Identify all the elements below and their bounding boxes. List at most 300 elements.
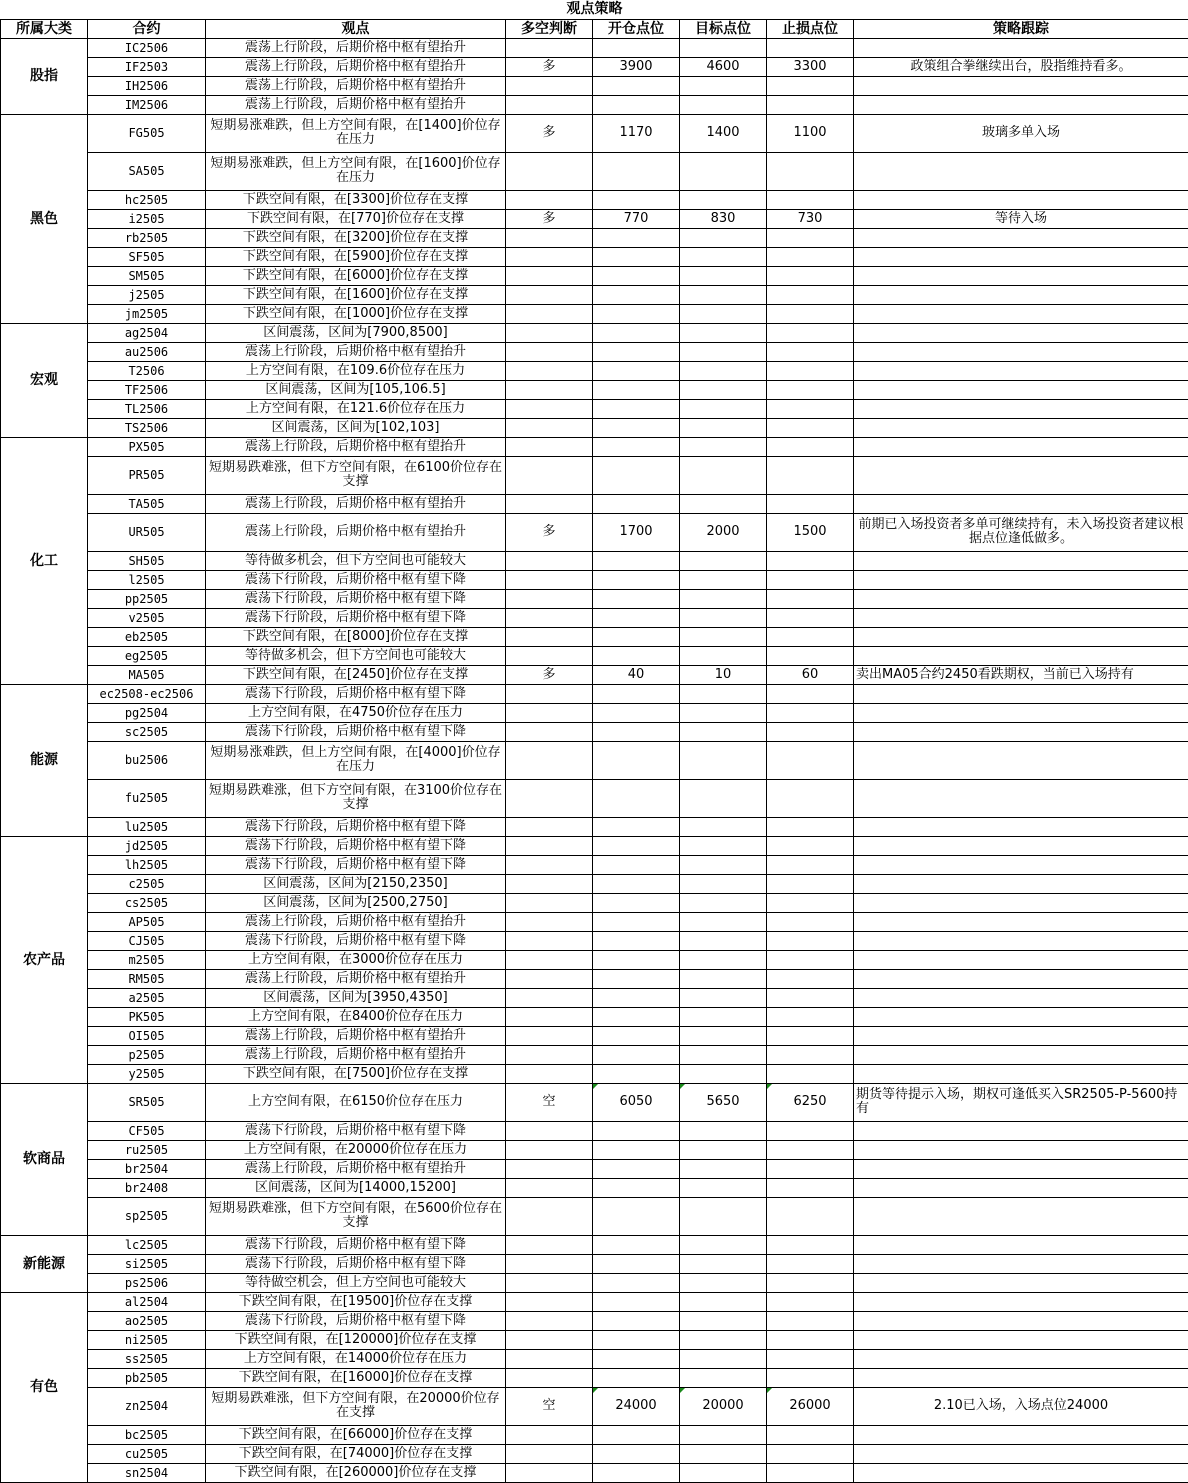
table-row (1, 95, 1188, 114)
category-cell: 股指 (1, 38, 88, 114)
stop-cell (767, 1463, 854, 1482)
stop-cell (767, 1444, 854, 1463)
entry-cell (593, 874, 680, 893)
stop-cell (767, 1178, 854, 1197)
direction-cell (506, 228, 593, 247)
entry-cell (593, 1292, 680, 1311)
table-row (1, 437, 1188, 456)
entry-cell (593, 684, 680, 703)
entry-cell: 3900 (593, 57, 680, 76)
entry-cell (593, 247, 680, 266)
table-row (1, 627, 1188, 646)
target-cell (680, 380, 767, 399)
strategy-cell (854, 1368, 1188, 1387)
target-cell (680, 247, 767, 266)
table-row (1, 589, 1188, 608)
view-cell: 震荡下行阶段，后期价格中枢有望下降 (206, 722, 506, 741)
stop-cell (767, 285, 854, 304)
entry-cell (593, 589, 680, 608)
table-row (1, 931, 1188, 950)
strategy-cell (854, 1273, 1188, 1292)
stop-cell (767, 1311, 854, 1330)
direction-cell (506, 627, 593, 646)
target-cell (680, 646, 767, 665)
direction-cell (506, 703, 593, 722)
direction-cell (506, 399, 593, 418)
view-cell: 区间震荡，区间为[102,103] (206, 418, 506, 437)
direction-cell (506, 437, 593, 456)
table-row (1, 570, 1188, 589)
strategy-cell (854, 1235, 1188, 1254)
entry-cell (593, 1159, 680, 1178)
entry-cell (593, 608, 680, 627)
view-cell: 区间震荡，区间为[2500,2750] (206, 893, 506, 912)
view-cell: 震荡上行阶段，后期价格中枢有望抬升 (206, 95, 506, 114)
stop-cell: 26000 (767, 1387, 854, 1425)
contract-cell: UR505 (88, 513, 206, 551)
contract-cell: TF2506 (88, 380, 206, 399)
direction-cell (506, 380, 593, 399)
target-cell: 5650 (680, 1083, 767, 1121)
view-cell: 等待做空机会，但上方空间也可能较大 (206, 1273, 506, 1292)
table-row (1, 1273, 1188, 1292)
direction-cell (506, 589, 593, 608)
target-cell (680, 874, 767, 893)
direction-cell (506, 646, 593, 665)
stop-cell (767, 323, 854, 342)
direction-cell (506, 418, 593, 437)
entry-cell (593, 228, 680, 247)
target-cell (680, 988, 767, 1007)
view-cell: 震荡上行阶段，后期价格中枢有望抬升 (206, 912, 506, 931)
direction-cell (506, 1368, 593, 1387)
target-cell (680, 76, 767, 95)
contract-cell: j2505 (88, 285, 206, 304)
strategy-cell (854, 684, 1188, 703)
table-row (1, 1311, 1188, 1330)
category-cell: 宏观 (1, 323, 88, 437)
stop-cell (767, 912, 854, 931)
stop-cell (767, 76, 854, 95)
view-cell: 下跌空间有限，在[6000]价位存在支撑 (206, 266, 506, 285)
title-row (1, 0, 1188, 19)
contract-cell: fu2505 (88, 779, 206, 817)
direction-cell (506, 1064, 593, 1083)
view-cell: 下跌空间有限，在[7500]价位存在支撑 (206, 1064, 506, 1083)
table-row (1, 494, 1188, 513)
target-cell (680, 95, 767, 114)
strategy-cell (854, 1311, 1188, 1330)
stop-cell (767, 570, 854, 589)
view-cell: 上方空间有限，在121.6价位存在压力 (206, 399, 506, 418)
strategy-cell (854, 1425, 1188, 1444)
target-cell (680, 950, 767, 969)
strategy-cell (854, 342, 1188, 361)
table-row (1, 285, 1188, 304)
entry-cell: 40 (593, 665, 680, 684)
strategy-cell (854, 1178, 1188, 1197)
target-cell: 10 (680, 665, 767, 684)
view-cell: 下跌空间有限，在[19500]价位存在支撑 (206, 1292, 506, 1311)
direction-cell (506, 1140, 593, 1159)
table-row (1, 38, 1188, 57)
direction-cell (506, 1007, 593, 1026)
table-row (1, 1387, 1188, 1425)
direction-cell (506, 570, 593, 589)
stop-cell: 3300 (767, 57, 854, 76)
contract-cell: ru2505 (88, 1140, 206, 1159)
strategy-cell: 政策组合拳继续出台，股指维持看多。 (854, 57, 1188, 76)
table-row (1, 1197, 1188, 1235)
direction-cell (506, 247, 593, 266)
entry-cell (593, 646, 680, 665)
strategy-cell (854, 1292, 1188, 1311)
strategy-cell (854, 779, 1188, 817)
direction-cell (506, 1292, 593, 1311)
view-cell: 震荡上行阶段，后期价格中枢有望抬升 (206, 76, 506, 95)
stop-cell (767, 741, 854, 779)
view-cell: 下跌空间有限，在[260000]价位存在支撑 (206, 1463, 506, 1482)
entry-cell (593, 741, 680, 779)
category-cell: 软商品 (1, 1083, 88, 1235)
target-cell: 20000 (680, 1387, 767, 1425)
table-row (1, 380, 1188, 399)
stop-cell (767, 836, 854, 855)
stop-cell (767, 855, 854, 874)
entry-cell (593, 152, 680, 190)
contract-cell: lc2505 (88, 1235, 206, 1254)
view-cell: 震荡上行阶段，后期价格中枢有望抬升 (206, 342, 506, 361)
stop-cell (767, 247, 854, 266)
table-row (1, 836, 1188, 855)
contract-cell: cs2505 (88, 893, 206, 912)
view-cell: 下跌空间有限，在[120000]价位存在支撑 (206, 1330, 506, 1349)
target-cell (680, 456, 767, 494)
view-cell: 震荡下行阶段，后期价格中枢有望下降 (206, 1311, 506, 1330)
table-row (1, 912, 1188, 931)
stop-cell (767, 1007, 854, 1026)
view-cell: 区间震荡，区间为[7900,8500] (206, 323, 506, 342)
view-cell: 上方空间有限，在20000价位存在压力 (206, 1140, 506, 1159)
strategy-cell (854, 551, 1188, 570)
target-cell (680, 1159, 767, 1178)
direction-cell (506, 874, 593, 893)
table-row (1, 1140, 1188, 1159)
contract-cell: MA505 (88, 665, 206, 684)
direction-cell (506, 1121, 593, 1140)
contract-cell: T2506 (88, 361, 206, 380)
table-row (1, 1178, 1188, 1197)
entry-cell (593, 551, 680, 570)
target-cell (680, 1349, 767, 1368)
target-cell (680, 1235, 767, 1254)
strategy-cell (854, 38, 1188, 57)
target-cell (680, 1254, 767, 1273)
stop-cell (767, 1026, 854, 1045)
entry-cell (593, 304, 680, 323)
stop-cell (767, 1330, 854, 1349)
target-cell (680, 190, 767, 209)
stop-cell: 6250 (767, 1083, 854, 1121)
view-cell: 下跌空间有限，在[74000]价位存在支撑 (206, 1444, 506, 1463)
view-cell: 等待做多机会，但下方空间也可能较大 (206, 551, 506, 570)
table-row (1, 361, 1188, 380)
strategy-cell (854, 1140, 1188, 1159)
target-cell: 4600 (680, 57, 767, 76)
direction-cell (506, 779, 593, 817)
direction-cell (506, 608, 593, 627)
stop-cell (767, 931, 854, 950)
header-direction: 多空判断 (506, 19, 593, 38)
table-row (1, 1026, 1188, 1045)
view-cell: 上方空间有限，在4750价位存在压力 (206, 703, 506, 722)
direction-cell (506, 1159, 593, 1178)
direction-cell (506, 817, 593, 836)
category-cell: 能源 (1, 684, 88, 836)
entry-cell (593, 1026, 680, 1045)
target-cell (680, 1140, 767, 1159)
strategy-cell (854, 152, 1188, 190)
entry-cell (593, 779, 680, 817)
direction-cell (506, 684, 593, 703)
stop-cell (767, 1273, 854, 1292)
view-cell: 区间震荡，区间为[3950,4350] (206, 988, 506, 1007)
strategy-cell (854, 1121, 1188, 1140)
stop-cell (767, 1197, 854, 1235)
table-row (1, 1330, 1188, 1349)
target-cell (680, 1026, 767, 1045)
target-cell (680, 323, 767, 342)
table-row (1, 684, 1188, 703)
strategy-cell (854, 703, 1188, 722)
strategy-cell (854, 323, 1188, 342)
view-cell: 短期易涨难跌，但上方空间有限，在[1600]价位存在压力 (206, 152, 506, 190)
view-cell: 震荡下行阶段，后期价格中枢有望下降 (206, 1121, 506, 1140)
contract-cell: sc2505 (88, 722, 206, 741)
contract-cell: PR505 (88, 456, 206, 494)
view-cell: 震荡下行阶段，后期价格中枢有望下降 (206, 1235, 506, 1254)
view-cell: 短期易涨难跌，但上方空间有限，在[4000]价位存在压力 (206, 741, 506, 779)
target-cell (680, 304, 767, 323)
table-row (1, 874, 1188, 893)
entry-cell (593, 1425, 680, 1444)
entry-cell (593, 893, 680, 912)
contract-cell: hc2505 (88, 190, 206, 209)
contract-cell: CJ505 (88, 931, 206, 950)
stop-cell (767, 152, 854, 190)
entry-cell (593, 703, 680, 722)
strategy-cell (854, 437, 1188, 456)
strategy-cell (854, 646, 1188, 665)
table-row (1, 950, 1188, 969)
contract-cell: IC2506 (88, 38, 206, 57)
strategy-cell (854, 988, 1188, 1007)
view-cell: 下跌空间有限，在[3200]价位存在支撑 (206, 228, 506, 247)
contract-cell: ao2505 (88, 1311, 206, 1330)
entry-cell (593, 1121, 680, 1140)
contract-cell: ps2506 (88, 1273, 206, 1292)
entry-cell (593, 1311, 680, 1330)
direction-cell (506, 1178, 593, 1197)
stop-cell (767, 304, 854, 323)
entry-cell: 6050 (593, 1083, 680, 1121)
target-cell (680, 589, 767, 608)
category-cell: 黑色 (1, 114, 88, 323)
target-cell (680, 627, 767, 646)
target-cell (680, 836, 767, 855)
table-row (1, 399, 1188, 418)
entry-cell (593, 437, 680, 456)
contract-cell: ag2504 (88, 323, 206, 342)
view-cell: 震荡上行阶段，后期价格中枢有望抬升 (206, 969, 506, 988)
target-cell (680, 931, 767, 950)
table-row (1, 513, 1188, 551)
view-cell: 下跌空间有限，在[8000]价位存在支撑 (206, 627, 506, 646)
stop-cell (767, 361, 854, 380)
direction-cell: 多 (506, 57, 593, 76)
strategy-cell (854, 1463, 1188, 1482)
stop-cell (767, 380, 854, 399)
direction-cell (506, 342, 593, 361)
strategy-cell (854, 608, 1188, 627)
view-cell: 震荡上行阶段，后期价格中枢有望抬升 (206, 1159, 506, 1178)
strategy-cell (854, 1026, 1188, 1045)
stop-cell (767, 1121, 854, 1140)
contract-cell: br2408 (88, 1178, 206, 1197)
contract-cell: ec2508-ec2506 (88, 684, 206, 703)
direction-cell (506, 1197, 593, 1235)
contract-cell: CF505 (88, 1121, 206, 1140)
table-row (1, 817, 1188, 836)
target-cell (680, 608, 767, 627)
view-cell: 震荡下行阶段，后期价格中枢有望下降 (206, 684, 506, 703)
direction-cell: 多 (506, 209, 593, 228)
strategy-cell (854, 399, 1188, 418)
strategy-cell (854, 836, 1188, 855)
table-row (1, 456, 1188, 494)
stop-cell (767, 1425, 854, 1444)
view-cell: 下跌空间有限，在[770]价位存在支撑 (206, 209, 506, 228)
table-row (1, 1425, 1188, 1444)
contract-cell: rb2505 (88, 228, 206, 247)
table-row (1, 1159, 1188, 1178)
table-row (1, 646, 1188, 665)
target-cell (680, 1463, 767, 1482)
strategy-cell (854, 1007, 1188, 1026)
table-row (1, 57, 1188, 76)
target-cell (680, 266, 767, 285)
strategy-cell: 玻璃多单入场 (854, 114, 1188, 152)
strategy-cell (854, 190, 1188, 209)
entry-cell (593, 1045, 680, 1064)
header-entry: 开仓点位 (593, 19, 680, 38)
table-row (1, 1064, 1188, 1083)
entry-cell (593, 494, 680, 513)
strategy-cell (854, 589, 1188, 608)
direction-cell (506, 836, 593, 855)
contract-cell: c2505 (88, 874, 206, 893)
target-cell (680, 1121, 767, 1140)
entry-cell (593, 817, 680, 836)
stop-cell (767, 646, 854, 665)
table-row (1, 551, 1188, 570)
category-cell: 农产品 (1, 836, 88, 1083)
entry-cell (593, 1330, 680, 1349)
strategy-cell: 前期已入场投资者多单可继续持有，未入场投资者建议根据点位逢低做多。 (854, 513, 1188, 551)
direction-cell (506, 1273, 593, 1292)
stop-cell (767, 551, 854, 570)
view-cell: 震荡上行阶段，后期价格中枢有望抬升 (206, 1045, 506, 1064)
entry-cell: 24000 (593, 1387, 680, 1425)
stop-cell (767, 437, 854, 456)
table-row (1, 855, 1188, 874)
stop-cell (767, 703, 854, 722)
view-cell: 区间震荡，区间为[14000,15200] (206, 1178, 506, 1197)
table-row (1, 1045, 1188, 1064)
contract-cell: FG505 (88, 114, 206, 152)
target-cell (680, 437, 767, 456)
contract-cell: jm2505 (88, 304, 206, 323)
strategy-cell (854, 1045, 1188, 1064)
view-cell: 短期易跌难涨，但下方空间有限，在20000价位存在支撑 (206, 1387, 506, 1425)
stop-cell (767, 1235, 854, 1254)
target-cell (680, 152, 767, 190)
view-cell: 短期易跌难涨，但下方空间有限，在3100价位存在支撑 (206, 779, 506, 817)
direction-cell (506, 912, 593, 931)
entry-cell (593, 285, 680, 304)
contract-cell: ss2505 (88, 1349, 206, 1368)
table-row (1, 209, 1188, 228)
target-cell (680, 779, 767, 817)
view-cell: 下跌空间有限，在[16000]价位存在支撑 (206, 1368, 506, 1387)
contract-cell: a2505 (88, 988, 206, 1007)
stop-cell (767, 817, 854, 836)
strategy-cell (854, 722, 1188, 741)
strategy-cell (854, 912, 1188, 931)
table-row (1, 266, 1188, 285)
target-cell (680, 228, 767, 247)
target-cell (680, 361, 767, 380)
header-contract: 合约 (88, 19, 206, 38)
view-cell: 震荡上行阶段，后期价格中枢有望抬升 (206, 494, 506, 513)
target-cell (680, 855, 767, 874)
target-cell (680, 1368, 767, 1387)
strategy-cell (854, 1444, 1188, 1463)
direction-cell (506, 1235, 593, 1254)
view-cell: 震荡上行阶段，后期价格中枢有望抬升 (206, 1026, 506, 1045)
header-category: 所属大类 (1, 19, 88, 38)
table-row (1, 304, 1188, 323)
entry-cell (593, 95, 680, 114)
stop-cell (767, 494, 854, 513)
contract-cell: si2505 (88, 1254, 206, 1273)
stop-cell: 60 (767, 665, 854, 684)
target-cell (680, 1045, 767, 1064)
view-cell: 震荡下行阶段，后期价格中枢有望下降 (206, 817, 506, 836)
target-cell: 1400 (680, 114, 767, 152)
target-cell (680, 817, 767, 836)
strategy-cell (854, 361, 1188, 380)
entry-cell (593, 1178, 680, 1197)
contract-cell: TA505 (88, 494, 206, 513)
target-cell (680, 1197, 767, 1235)
contract-cell: PX505 (88, 437, 206, 456)
strategy-cell (854, 285, 1188, 304)
entry-cell (593, 190, 680, 209)
entry-cell (593, 1140, 680, 1159)
stop-cell (767, 456, 854, 494)
header-strategy: 策略跟踪 (854, 19, 1188, 38)
